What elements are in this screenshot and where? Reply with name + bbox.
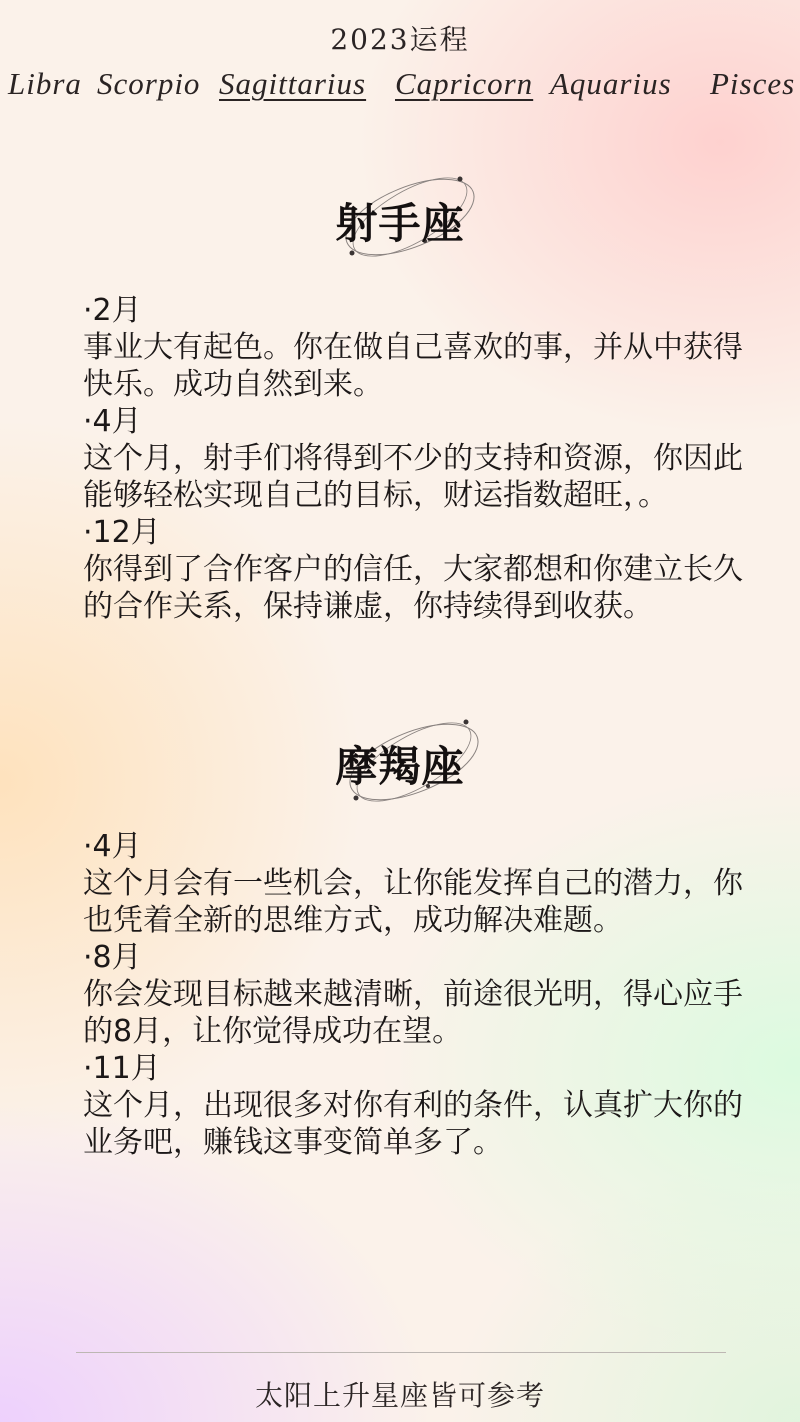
forecast-text: 你会发现目标越来越清晰，前途很光明，得心应手的8月，让你觉得成功在望。: [83, 977, 743, 1049]
forecast-text: 这个月会有一些机会，让你能发挥自己的潜力，你也凭着全新的思维方式，成功解决难题。: [83, 866, 743, 938]
month-label: ·2月: [83, 293, 142, 328]
footer-divider: [76, 1352, 726, 1353]
sign-tab-scorpio[interactable]: Scorpio: [97, 66, 201, 101]
page-title: 2023运程: [330, 23, 470, 56]
month-label: ·4月: [83, 404, 142, 439]
sign-tab-sagittarius[interactable]: Sagittarius: [219, 66, 367, 101]
sign-tab-capricorn[interactable]: Capricorn: [395, 66, 534, 101]
sign-tab-pisces[interactable]: Pisces: [710, 66, 796, 101]
footer-note: 太阳上升星座皆可参考: [254, 1379, 545, 1412]
month-label: ·4月: [83, 829, 142, 864]
sign-tab-aquarius[interactable]: Aquarius: [550, 66, 672, 101]
section-title: 射手座: [335, 199, 465, 248]
forecast-text: 这个月，出现很多对你有利的条件，认真扩大你的业务吧，赚钱这事变简单多了。: [83, 1088, 743, 1160]
month-label: ·12月: [83, 515, 161, 550]
section-content-sagittarius: [83, 292, 743, 625]
section-heading-sagittarius: [300, 165, 500, 285]
section-heading-capricorn: [300, 702, 500, 822]
forecast-text: 这个月，射手们将得到不少的支持和资源，你因此能够轻松实现自己的目标，财运指数超旺，。: [83, 441, 743, 513]
month-label: ·11月: [83, 1051, 161, 1086]
section-title: 摩羯座: [335, 742, 465, 791]
sign-tab-libra[interactable]: Libra: [8, 66, 82, 101]
forecast-text: 事业大有起色。你在做自己喜欢的事，并从中获得快乐。成功自然到来。: [83, 330, 743, 402]
month-label: ·8月: [83, 940, 142, 975]
zodiac-sign-nav: [0, 66, 800, 106]
forecast-text: 你得到了合作客户的信任，大家都想和你建立长久的合作关系，保持谦虚，你持续得到收获。: [83, 552, 743, 624]
section-content-capricorn: [83, 828, 743, 1161]
